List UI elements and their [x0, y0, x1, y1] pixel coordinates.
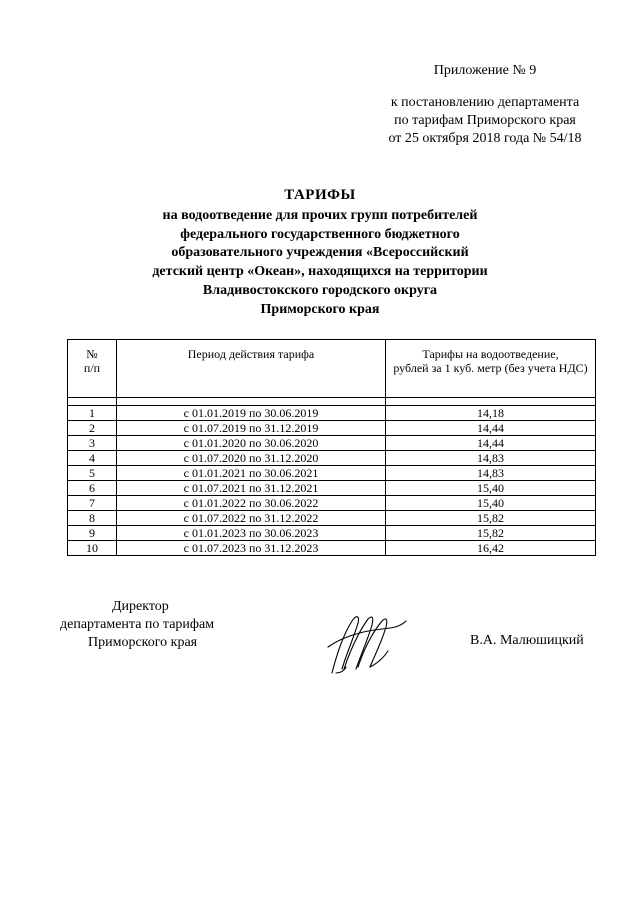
table-spacer-row	[68, 398, 596, 406]
row-period: с 01.07.2019 по 31.12.2019	[117, 421, 386, 436]
table-row	[68, 526, 596, 541]
table-header-row	[68, 340, 596, 398]
table-row	[68, 436, 596, 451]
heading-line: детский центр «Океан», находящихся на территории	[152, 264, 488, 280]
table-row	[68, 541, 596, 556]
document-heading	[110, 186, 530, 320]
row-tariff: 14,83	[386, 466, 596, 481]
header-tariff-line-1: Тарифы на водоотведение,	[422, 347, 559, 361]
signatory-position	[60, 598, 290, 652]
heading-title: ТАРИФЫ	[284, 187, 356, 203]
row-period: с 01.07.2023 по 31.12.2023	[117, 541, 386, 556]
row-tariff: 14,44	[386, 421, 596, 436]
table-row	[68, 451, 596, 466]
heading-line: Приморского края	[260, 301, 380, 317]
header-number	[68, 340, 117, 398]
row-period: с 01.01.2023 по 30.06.2023	[117, 526, 386, 541]
heading-line: на водоотведение для прочих групп потребителей	[162, 207, 478, 223]
row-number: 1	[68, 406, 117, 421]
row-tariff: 15,82	[386, 511, 596, 526]
header-tariff-line-2: рублей за 1 куб. метр (без учета НДС)	[393, 361, 588, 375]
header-tariff	[386, 340, 596, 398]
row-tariff: 14,83	[386, 451, 596, 466]
table-row	[68, 406, 596, 421]
row-tariff: 16,42	[386, 541, 596, 556]
row-period: с 01.01.2020 по 30.06.2020	[117, 436, 386, 451]
row-period: с 01.01.2022 по 30.06.2022	[117, 496, 386, 511]
table-row	[68, 466, 596, 481]
row-number: 4	[68, 451, 117, 466]
header-period: Период действия тарифа	[117, 340, 386, 398]
appendix-block	[380, 62, 590, 148]
row-period: с 01.01.2019 по 30.06.2019	[117, 406, 386, 421]
row-period: с 01.07.2021 по 31.12.2021	[117, 481, 386, 496]
row-number: 7	[68, 496, 117, 511]
appendix-line-3: от 25 октября 2018 года № 54/18	[388, 131, 582, 146]
tariff-table	[67, 339, 596, 556]
row-number: 2	[68, 421, 117, 436]
header-number-line-1: №	[86, 347, 98, 361]
row-period: с 01.01.2021 по 30.06.2021	[117, 466, 386, 481]
row-period: с 01.07.2020 по 31.12.2020	[117, 451, 386, 466]
table-row	[68, 511, 596, 526]
spacer-cell	[386, 398, 596, 406]
row-number: 10	[68, 541, 117, 556]
row-tariff: 15,40	[386, 496, 596, 511]
spacer-cell	[117, 398, 386, 406]
header-number-line-2: п/п	[83, 361, 101, 375]
table-row	[68, 421, 596, 436]
heading-line: федерального государственного бюджетного	[180, 226, 460, 242]
appendix-line-2: по тарифам Приморского края	[394, 113, 576, 128]
appendix-line-1: к постановлению департамента	[390, 95, 580, 110]
heading-line: образовательного учреждения «Всероссийский	[171, 245, 469, 261]
row-number: 9	[68, 526, 117, 541]
row-number: 3	[68, 436, 117, 451]
signatory-name: В.А. Малюшицкий	[470, 633, 584, 648]
table-row	[68, 496, 596, 511]
row-tariff: 14,18	[386, 406, 596, 421]
row-number: 5	[68, 466, 117, 481]
position-line-1: Директор	[112, 599, 169, 614]
appendix-title: Приложение № 9	[433, 63, 537, 78]
row-tariff: 15,82	[386, 526, 596, 541]
position-line-3: Приморского края	[88, 635, 198, 650]
row-number: 8	[68, 511, 117, 526]
handwritten-signature-icon	[322, 607, 408, 677]
position-line-2: департамента по тарифам	[60, 617, 215, 632]
table-row	[68, 481, 596, 496]
heading-line: Владивостокского городского округа	[202, 282, 438, 298]
row-tariff: 15,40	[386, 481, 596, 496]
row-tariff: 14,44	[386, 436, 596, 451]
row-period: с 01.07.2022 по 31.12.2022	[117, 511, 386, 526]
row-number: 6	[68, 481, 117, 496]
spacer-cell	[68, 398, 117, 406]
